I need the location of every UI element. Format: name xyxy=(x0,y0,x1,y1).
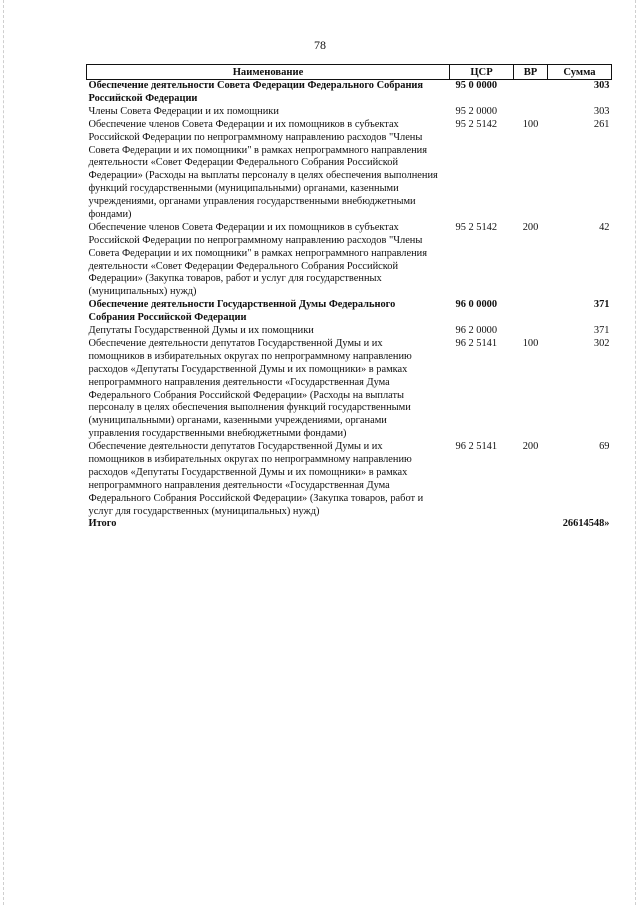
row-csr: 96 0 0000 xyxy=(455,299,498,311)
table-footer xyxy=(87,518,612,531)
row-csr: 95 2 5142 xyxy=(455,118,498,130)
header-csr: ЦСР xyxy=(450,65,514,80)
table-row xyxy=(87,119,612,222)
table-row xyxy=(87,299,612,325)
row-csr: 96 2 0000 xyxy=(455,325,498,337)
row-name: Члены Совета Федерации и их помощники xyxy=(88,105,279,117)
header-vr: ВР xyxy=(514,65,548,80)
table-row xyxy=(87,325,612,338)
row-sum: 261 xyxy=(593,118,610,130)
row-sum: 303 xyxy=(593,105,610,117)
total-csr-cell xyxy=(450,518,514,531)
row-name: Обеспечение деятельности депутатов Государственной Думы и их помощников в избирательных округах по непрограммному направлению расходов «Депутаты Государственной Думы и их помощники» в рамках непрограммного направления деятельности «Государственная Дума Федерального Собрания Российской Федерации» (Расходы на выплаты персоналу в целях обеспечения выполнения функций государственными (муниципальными) органами, казенными учреждениями, органами управления государственными внебюджетными фондами) xyxy=(88,337,412,440)
row-name: Обеспечение деятельности депутатов Государственной Думы и их помощников в избирательных округах по непрограммному направлению расходов «Депутаты Государственной Думы и их помощники» в рамках непрограммного направления деятельности «Государственная Дума Федерального Собрания Российской Федерации» (Закупка товаров, работ и услуг для государственных (муниципальных) нужд) xyxy=(88,441,424,517)
row-sum: 302 xyxy=(593,337,610,349)
row-vr xyxy=(514,80,548,106)
row-vr: 200 xyxy=(522,441,539,453)
table-header xyxy=(87,65,612,80)
row-vr: 100 xyxy=(522,118,539,130)
table-row xyxy=(87,106,612,119)
header-sum: Сумма xyxy=(548,65,612,80)
total-row xyxy=(87,518,612,531)
total-sum: 26614548» xyxy=(562,518,610,530)
row-csr: 95 2 5142 xyxy=(455,221,498,233)
row-vr: 200 xyxy=(522,221,539,233)
row-name: Обеспечение членов Совета Федерации и их помощников в субъектах Российской Федерации по непрограммному направлению расходов "Члены Совета Федерации и их помощники" в рамках непрограммного направления деятельности «Совет Федерации Федерального Собрания Российской Федерации» (Закупка товаров, работ и услуг для государственных (муниципальных) нужд) xyxy=(88,221,427,298)
total-label: Итого xyxy=(88,518,117,530)
row-vr xyxy=(514,299,548,325)
row-sum: 303 xyxy=(593,80,610,92)
budget-table xyxy=(86,64,612,531)
row-sum: 371 xyxy=(593,299,610,311)
row-vr: 100 xyxy=(522,337,539,349)
table-row xyxy=(87,441,612,518)
page-number: 78 xyxy=(314,38,326,52)
total-vr-cell xyxy=(514,518,548,531)
row-name: Депутаты Государственной Думы и их помощники xyxy=(88,325,314,337)
scan-right-edge xyxy=(635,0,637,905)
row-name: Обеспечение деятельности Совета Федерации Федерального Собрания Российской Федерации xyxy=(88,80,424,105)
row-name: Обеспечение деятельности Государственной Думы Федерального Собрания Российской Федерации xyxy=(88,299,396,324)
row-sum: 371 xyxy=(593,325,610,337)
row-vr xyxy=(514,106,548,119)
table-row xyxy=(87,80,612,106)
row-sum: 42 xyxy=(599,221,610,233)
row-name: Обеспечение членов Совета Федерации и их помощников в субъектах Российской Федерации по непрограммному направлению расходов "Члены Совета Федерации и их помощники" в рамках непрограммного направления деятельности «Совет Федерации Федерального Собрания Российской Федерации» (Расходы на выплаты персоналу в целях обеспечения выполнения функций государственными (муниципальными) органами, казенными учреждениями, органами управления государственными внебюджетными фондами) xyxy=(88,118,438,221)
table-row xyxy=(87,338,612,441)
table-row xyxy=(87,222,612,299)
row-vr xyxy=(514,325,548,338)
row-csr: 96 2 5141 xyxy=(455,441,498,453)
scan-left-edge xyxy=(3,0,5,905)
header-name: Наименование xyxy=(87,65,450,80)
row-csr: 95 2 0000 xyxy=(455,105,498,117)
table-body xyxy=(87,80,612,519)
row-csr: 96 2 5141 xyxy=(455,337,498,349)
row-csr: 95 0 0000 xyxy=(455,80,498,92)
row-sum: 69 xyxy=(599,441,610,453)
